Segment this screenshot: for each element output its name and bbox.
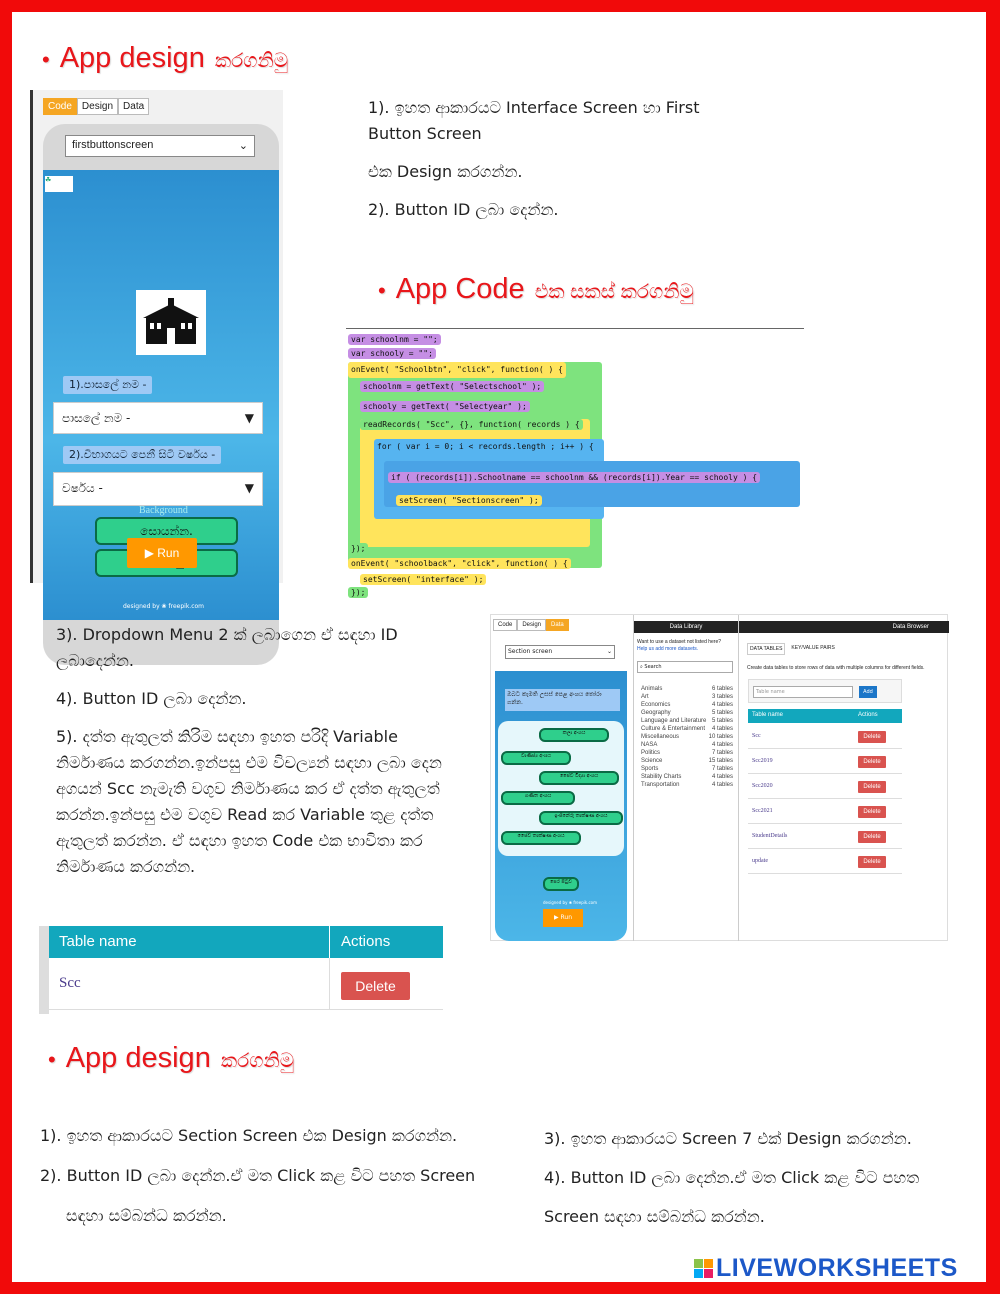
category-count: 4 tables [711,742,733,748]
screen-select[interactable]: firstbuttonscreen ⌄ [65,135,255,157]
category-item[interactable] [641,733,733,741]
code-line: }); [348,543,368,554]
section-heading-app-design [42,42,288,75]
delete-button[interactable]: Delete [858,781,886,793]
tab-design[interactable]: Design [517,619,546,631]
new-table-form [748,679,902,703]
category-item[interactable] [641,701,733,709]
category-item[interactable] [641,725,733,733]
table-row [748,825,902,849]
code-line: schoolnm = getText( "Selectschool" ); [360,381,544,392]
category-name: Economics [641,702,671,708]
table-row [49,958,443,1010]
code-line: }); [348,587,368,598]
table-row [748,725,902,749]
tab-code[interactable]: Code [43,98,77,115]
liveworksheets-logo [694,1254,958,1283]
instruction-line: 3). Dropdown Menu 2 ක් ලබාගෙන ඒ සඳහා ID ලබාදෙන්න. [56,625,398,670]
brand-name: LIVEWORKSHEETS [716,1254,958,1282]
category-name: Transportation [641,782,680,788]
bullet: • [378,278,386,303]
instruction-line: 3). ඉහත ආකාරයට Screen 7 එක් Design කරගන්න. [544,1129,912,1148]
category-name: Culture & Entertainment [641,726,706,732]
category-item[interactable] [641,749,733,757]
phone-screen [495,671,627,941]
category-item[interactable] [641,773,733,781]
stream-button[interactable]: ජෛව විද්‍යා අංශය [539,771,619,785]
category-list [641,685,733,789]
table-name-cell[interactable]: Scc2020 [752,783,773,789]
phone-header: ඔබට කැමති උසස් පෙළ අංශය තෝරා ගන්න. [505,689,620,711]
col-table-name: Table name [752,712,784,718]
exam-year-label: 2).විභාගයට පෙනී සිටි වර්ෂය - [63,446,221,464]
table-name-cell[interactable]: Scc [59,975,81,991]
category-name: Geography [641,710,671,716]
heading-subtitle: එක සකස් කරගනිමු [534,281,694,303]
school-name-label: 1).පාසලේ නම - [63,376,152,394]
tab-key-value[interactable]: KEY/VALUE PAIRS [791,645,835,651]
table-name-input[interactable]: Table name [753,686,853,698]
category-name: Language and Literature [641,718,707,724]
category-name: Art [641,694,649,700]
mode-tabs [493,619,569,631]
data-library-header: Data Library [634,621,738,633]
design-screenshot [30,90,283,610]
search-input[interactable]: ⌕ Search [637,661,733,673]
category-item[interactable] [641,781,733,789]
instructions-3-right [544,1119,964,1236]
year-dropdown[interactable]: වර්ෂය - ▼ [53,472,263,506]
category-item[interactable] [641,717,733,725]
search-button[interactable]: සොයන්න. [95,517,238,545]
library-note: Want to use a dataset not listed here? Help us add more datasets. [637,639,722,652]
category-count: 3 tables [711,694,733,700]
bullet: • [48,1047,56,1072]
category-name: Miscellaneous [641,734,680,740]
table-name-cell[interactable]: StudentDetails [752,833,788,839]
divider [633,615,634,941]
instructions-1 [368,95,728,235]
school-building-icon [141,298,201,348]
table-name-cell[interactable]: Scc2021 [752,808,773,814]
category-count: 7 tables [711,750,733,756]
delete-button[interactable]: Delete [858,731,886,743]
instruction-line: Screen සඳහා සම්බන්ධ කරන්න. [544,1207,765,1226]
instruction-line: 1). ඉහත ආකාරයට Interface Screen හා First Button Screen [368,98,700,143]
category-count: 4 tables [711,726,733,732]
category-name: Science [641,758,663,764]
credit-text: designed by ❀ freepik.com [543,900,598,905]
category-count: 10 tables [708,734,733,740]
run-button[interactable]: ▶ Run [543,909,583,927]
category-item[interactable] [641,741,733,749]
heading-title: App design [65,1042,211,1074]
bullet: • [42,47,50,72]
category-name: Sports [641,766,659,772]
stream-button[interactable]: ගණිත අංශය [501,791,575,805]
tab-data[interactable]: Data [546,619,569,631]
code-line: schooly = getText( "Selectyear" ); [360,401,530,412]
code-line: var schooly = ""; [348,348,436,359]
back-button[interactable]: පෙර පිටුව [543,877,579,891]
section-heading-app-code [378,273,694,306]
stream-button[interactable]: වාණිජ්‍ය අංශය [501,751,571,765]
col-table-name: Table name [59,933,137,950]
instruction-line: 4). Button ID ලබා දෙන්න. [56,689,247,708]
mode-tabs [43,98,149,115]
category-name: NASA [641,742,658,748]
instruction-line: 4). Button ID ලබා දෙන්න.ඒ මත Click කළ විට පහත [544,1168,920,1187]
category-count: 7 tables [711,766,733,772]
code-line: onEvent( "schoolback", "click", function( ) { [348,558,571,569]
search-icon: ⌕ [640,664,645,670]
category-count: 6 tables [711,686,733,692]
school-name-dropdown[interactable]: පාසලේ නම - ▼ [53,402,263,434]
tab-data-tables[interactable]: DATA TABLES [747,643,785,655]
heading-subtitle: කරගනිමු [220,1050,295,1072]
instruction-line: 1). ඉහත ආකාරයට Section Screen එක Design කරගන්න. [40,1126,458,1145]
instructions-2 [56,622,466,892]
table-row [748,775,902,799]
screen-select[interactable]: Section screen ⌄ [505,645,615,659]
create-note: Create data tables to store rows of data with multiple columns for different fields. [747,665,925,671]
heading-subtitle: කරගනිමු [214,50,289,72]
stream-button[interactable]: ඉංජිනේරු තාක්ෂණ අංශය [539,811,623,825]
library-link[interactable]: Help us add more datasets. [637,646,699,652]
table-row [748,800,902,824]
col-actions: Actions [341,933,391,950]
instructions-3-left [40,1116,520,1236]
heading-title: App design [59,42,205,74]
category-count: 4 tables [711,774,733,780]
table-name-cell[interactable]: update [752,858,768,864]
delete-button[interactable]: Delete [341,972,410,1000]
play-icon: ▶ [553,914,561,921]
divider [39,926,49,1014]
run-button[interactable]: ▶ Run [127,538,197,568]
code-line: var schoolnm = ""; [348,334,441,345]
delete-button[interactable]: Delete [858,806,886,818]
add-button[interactable]: Add [859,686,877,698]
table-header [748,709,902,723]
category-item[interactable] [641,757,733,765]
delete-button[interactable]: Delete [858,756,886,768]
category-name: Animals [641,686,663,692]
category-item[interactable] [641,765,733,773]
divider [738,615,739,941]
code-line: setScreen( "interface" ); [360,574,486,585]
table-name-cell[interactable]: Scc [752,733,761,739]
table-row [748,750,902,774]
tab-design[interactable]: Design [77,98,118,115]
app-logo: ☘ [45,176,73,192]
section-heading-app-design-2 [48,1042,294,1075]
school-image [136,290,206,355]
code-line: for ( var i = 0; i < records.length ; i++ ) { [374,441,597,452]
stream-button[interactable]: ජෛව තාක්ෂණ අංශය [501,831,581,845]
stream-button[interactable]: කලා අංශය [539,728,609,742]
category-name: Stability Charts [641,774,682,780]
instruction-line: 2). Button ID ලබා දෙන්න. [368,200,559,219]
table-crop [39,926,443,1014]
category-item[interactable] [641,685,733,693]
code-line: readRecords( "Scc", {}, function( records ) { [360,419,583,430]
category-item[interactable] [641,693,733,701]
category-count: 4 tables [711,702,733,708]
category-count: 5 tables [711,718,733,724]
background-word: Background [139,505,188,516]
divider [329,958,330,1010]
code-line: if ( (records[i]).Schoolname == schoolnm && (records[i]).Year == schooly ) { [388,472,760,483]
play-icon: ▶ [144,546,158,560]
instruction-line: 5). දත්ත ඇතුලත් කිරිම සඳහා ඉහත පරිදි Variable නිර්මාණය කරගන්න.ඉන්පසු එම විචල්‍යන් සඳහා ලබා දෙන අගයන් Scc නැමැති වගුව නිර්මාණය කර ඒ දත්ත ඇතුලත් කරන්න.ඉන්පසු එම වගුව Read කර Variable තුළ දත්ත ඇතුලත් කරන්න. ඒ සඳහා ඉහත Code එක භාවිතා කර නිර්මාණය කරගන්න. [56,727,442,876]
table-header [49,926,443,958]
credit-text: designed by ❀ freepik.com [123,603,205,610]
category-count: 15 tables [708,758,733,764]
browser-tabs [747,643,837,655]
data-panel-screenshot [490,614,948,941]
divider [329,926,330,958]
logo-mark-icon [694,1259,713,1278]
col-actions: Actions [858,712,878,718]
category-count: 4 tables [711,782,733,788]
data-browser-header: Data Browser [739,621,949,633]
instruction-line: සඳහා සම්බන්ධ කරන්න. [66,1206,227,1225]
code-line: setScreen( "Sectionscreen" ); [396,495,542,506]
category-count: 5 tables [711,710,733,716]
delete-button[interactable]: Delete [858,831,886,843]
category-item[interactable] [641,709,733,717]
heading-title: App Code [395,273,525,305]
code-blocks [346,328,804,600]
tab-code[interactable]: Code [493,619,517,631]
table-name-cell[interactable]: Scc2019 [752,758,773,764]
instruction-line: 2). Button ID ලබා දෙන්න.ඒ මත Click කළ විට පහත Screen [40,1166,476,1185]
delete-button[interactable]: Delete [858,856,886,868]
table-row [748,850,902,874]
category-name: Politics [641,750,661,756]
tab-data[interactable]: Data [118,98,149,115]
instruction-line: එක Design කරගන්න. [368,162,523,181]
code-line: onEvent( "Schoolbtn", "click", function( ) { [348,362,566,378]
